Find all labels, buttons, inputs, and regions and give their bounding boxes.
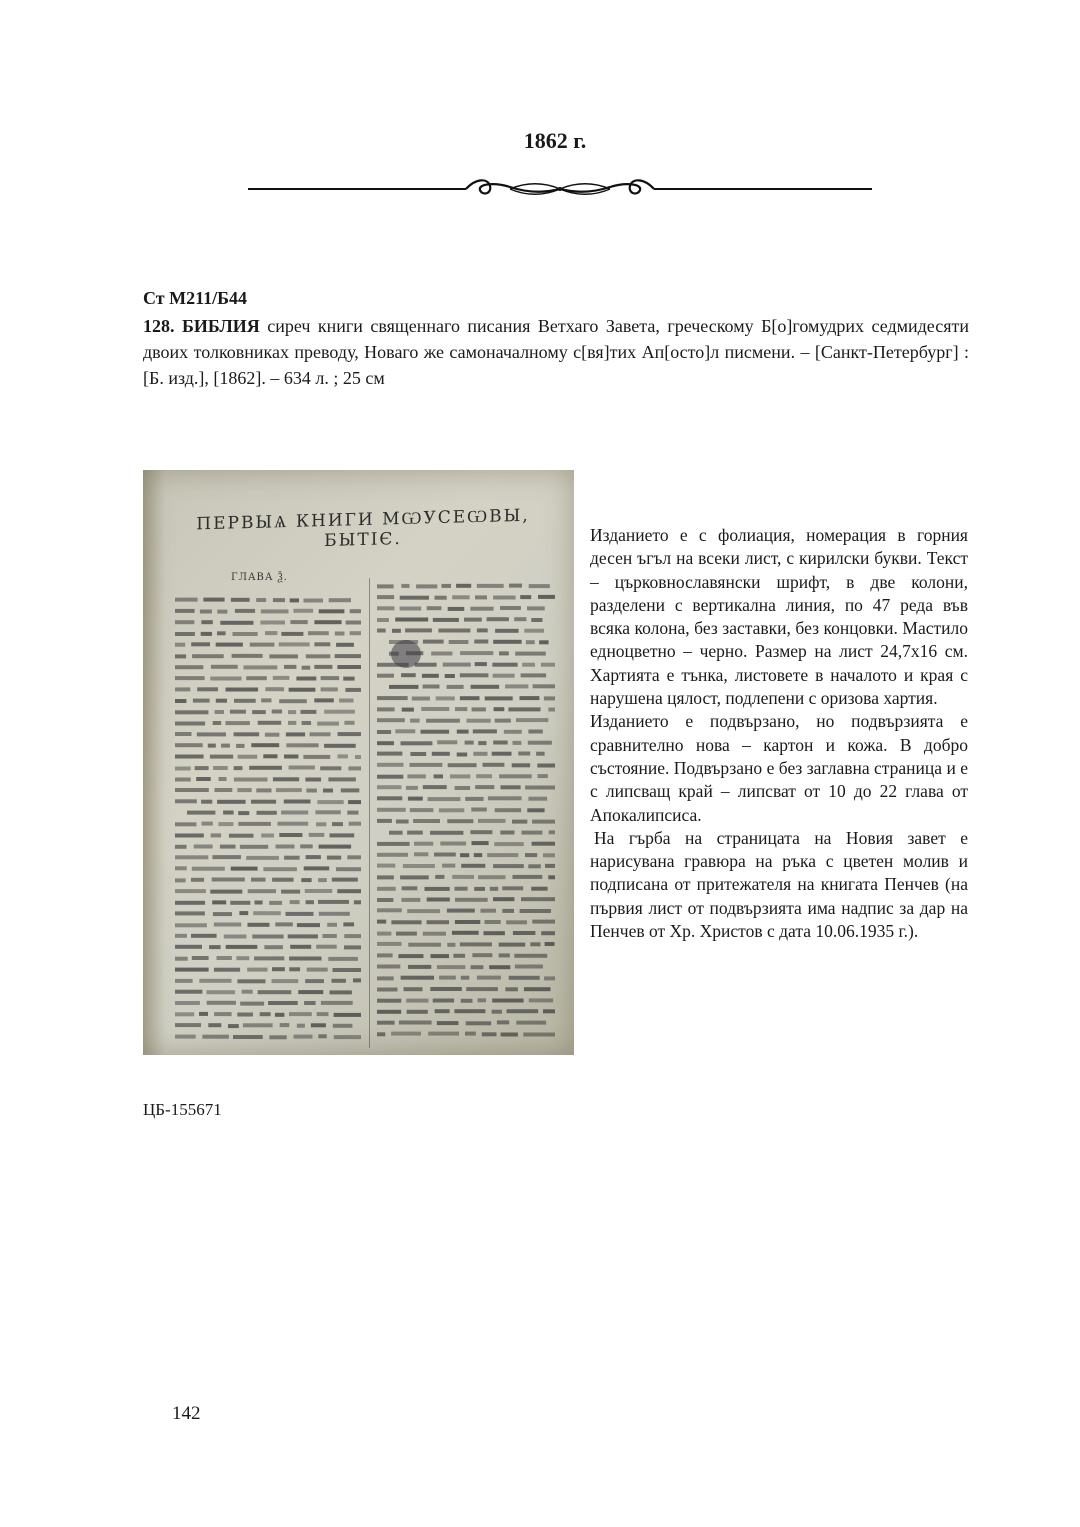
entry-description: сиреч книги священнаго писания Ветхаго Завета, греческому Б[о]гомудрих седмидесяти двоих толковниках преводу, Новаго же самоначалному с[вя]тих Ап[осто]л писмени. – [Санкт-Петербург] : [Б. изд.], [1862]. – 634 л. ; 25 см — [143, 316, 970, 388]
photo-page-title: ПЕРВЫѦ КНИГИ МѠУСЕѠВЫ, БЫТІЄ. — [196, 505, 530, 552]
description-paragraph: Изданието е с фолиация, номерация в горния десен ъгъл на всеки лист, с кирилски букви. Текст – църковнославянски шрифт, в две колони, разделени с вертикална линия, по 47 реда във всяка колона, без заставки, без концовки. Мастило едноцветно – черно. Размер на лист 24,7х16 см. Хартията е тънка, листовете в началото и края с нарушена цялост, подлепени с оризова хартия. — [590, 525, 968, 709]
description-paragraph: На гърба на страницата на Новия завет е нарисувана гравюра на ръка с цветен молив и подписана от притежателя на книгата Пенчев (на първия лист от подвързията има надпис за дар на Пенчев от Хр. Христов с дата 10.06.1935 г.). — [590, 827, 968, 942]
entry-headword: БИБЛИЯ — [181, 316, 260, 336]
bibliographic-entry — [143, 313, 969, 391]
inventory-number: ЦБ-155671 — [143, 1100, 222, 1119]
ornament-divider — [248, 174, 872, 204]
description-paragraph: Изданието е подвързано, но подвързията е сравнително нова – картон и кожа. В добро състояние. Подвързано е без заглавна страница и е с липсващ край – липсват от 10 до 22 глава от Апокалипсиса. — [590, 711, 968, 825]
physical-description — [590, 524, 968, 943]
page-number: 142 — [172, 1403, 201, 1424]
section-year-heading: 1862 г. — [523, 128, 587, 153]
shelfmark: Ст М211/Б44 — [143, 288, 248, 308]
entry-number: 128. — [143, 316, 175, 336]
photo-chapter-label: ГЛАВА Ѯ. — [231, 572, 288, 583]
book-page-photo — [143, 470, 574, 1055]
